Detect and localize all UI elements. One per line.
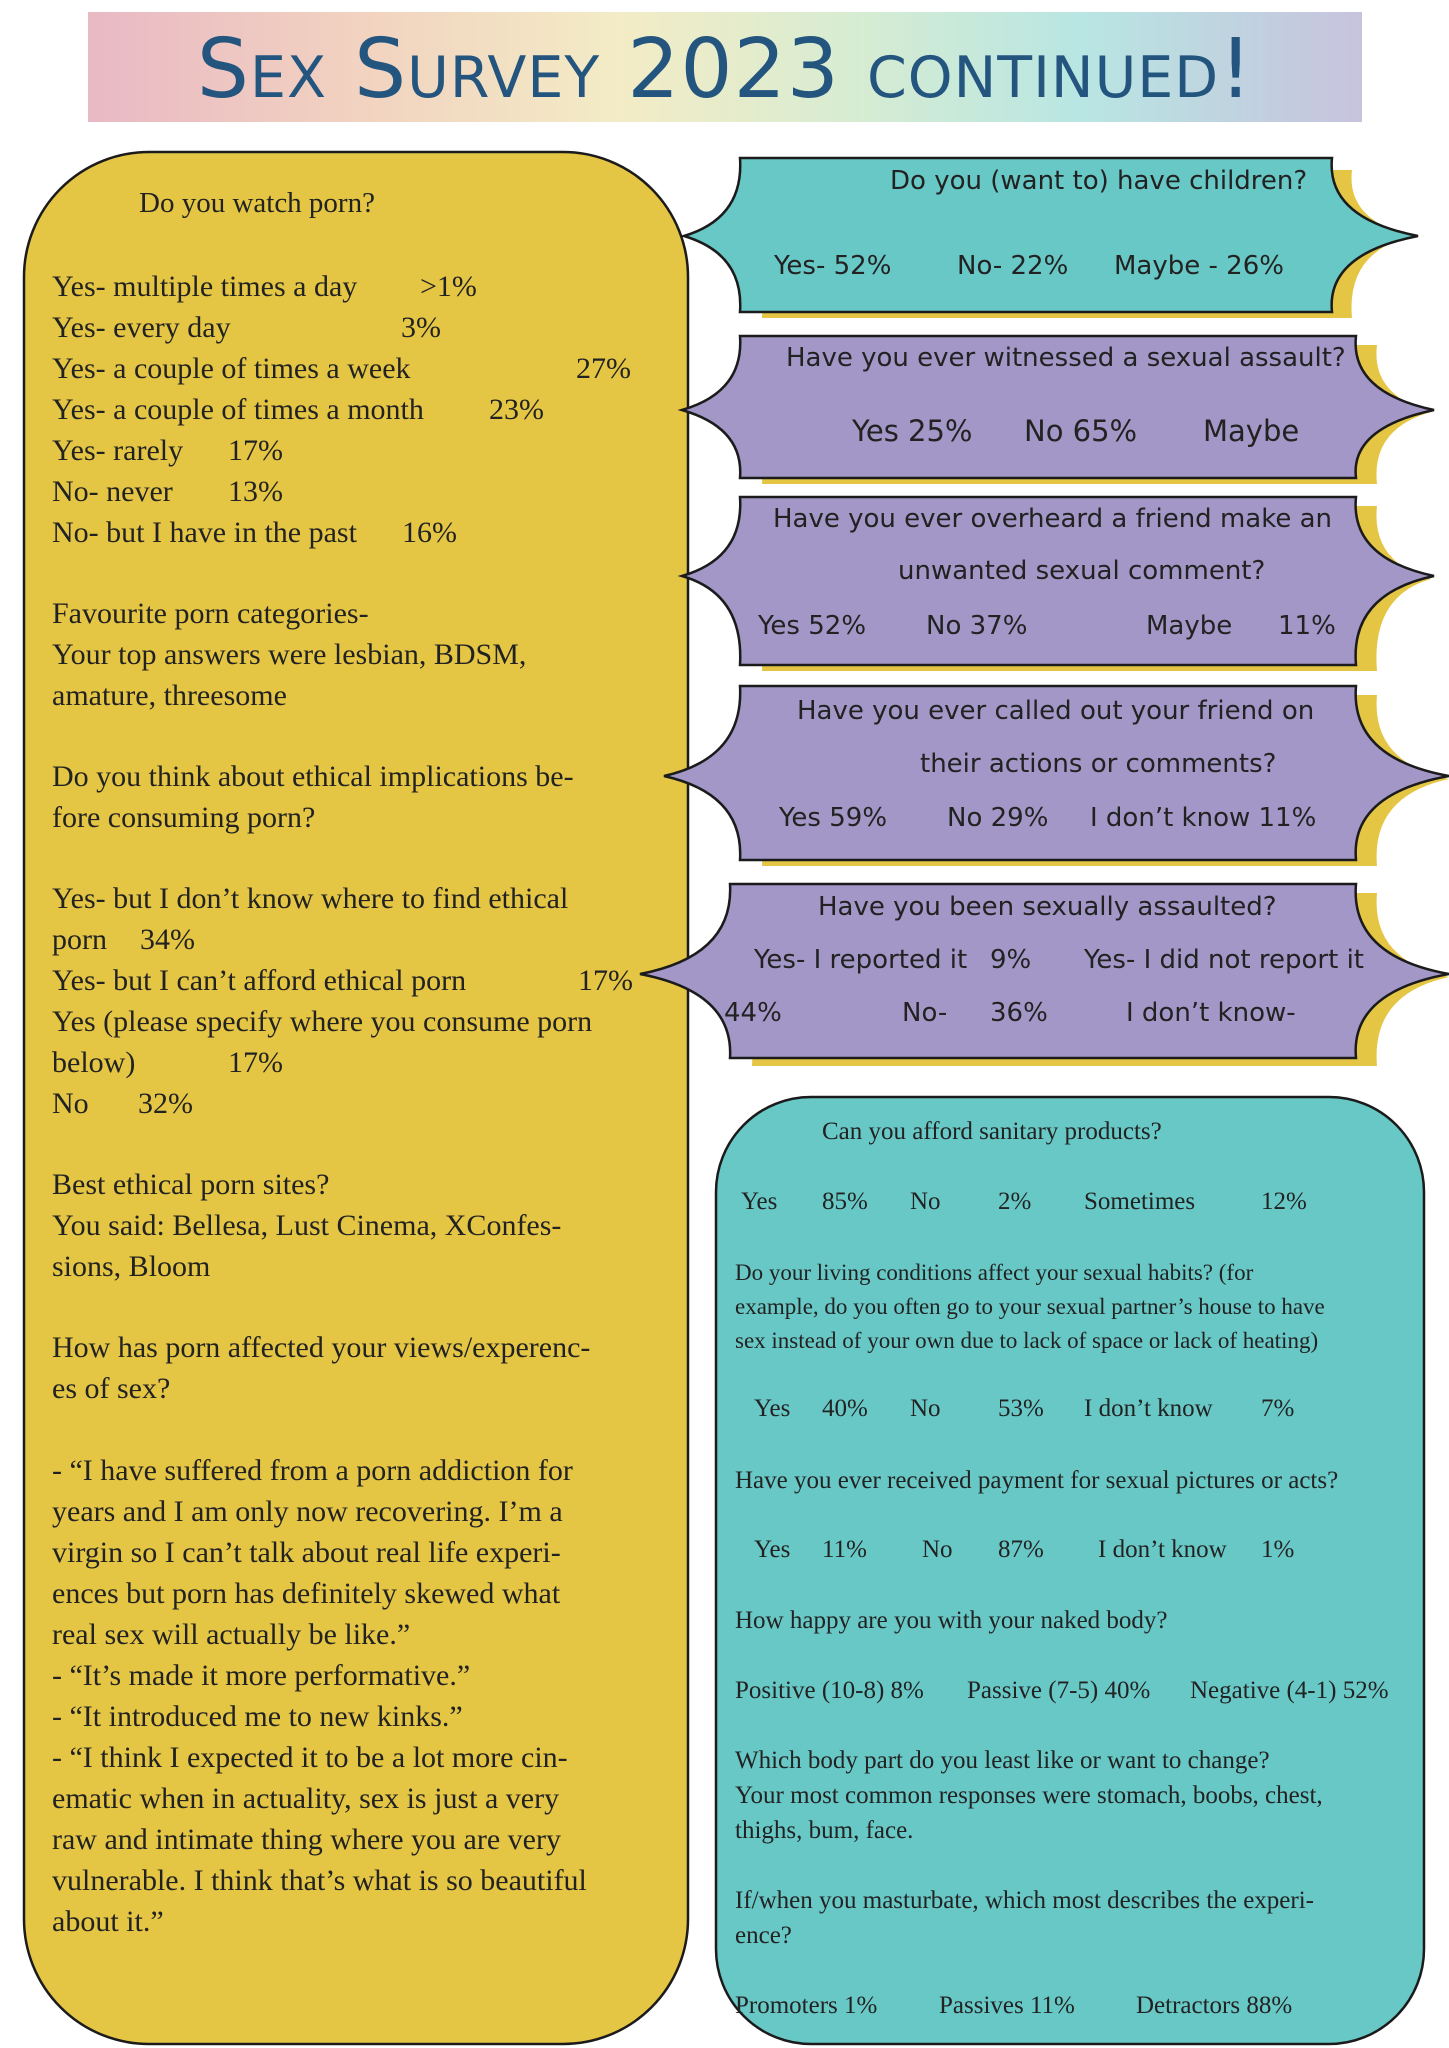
ethics-answer-4-pct: 32% <box>138 1087 193 1120</box>
bodypart-answer-line-2: thighs, bum, face. <box>735 1817 914 1844</box>
quote-line: - “It introduced me to new kinks.” <box>52 1700 463 1733</box>
categories-line-2: amature, threesome <box>52 679 287 712</box>
quote-line: years and I am only now recovering. I’m a <box>52 1495 563 1528</box>
porn-answer-6: No- never <box>52 475 173 508</box>
porn-answer-2: Yes- every day <box>52 311 231 344</box>
assaulted-no-pct: 36% <box>990 998 1048 1028</box>
porn-answer-4-pct: 23% <box>489 393 544 426</box>
ethics-question-line-2: fore consuming porn? <box>52 801 316 834</box>
quote-line: vulnerable. I think that’s what is so beautiful <box>52 1864 587 1897</box>
ethics-answer-3-pct: 17% <box>228 1046 283 1079</box>
payment-yes-pct: 11% <box>822 1536 867 1563</box>
sanitary-yes: Yes <box>741 1188 778 1215</box>
porn-question: Do you watch porn? <box>139 187 375 219</box>
sites-line-1: You said: Bellesa, Lust Cinema, XConfes- <box>52 1209 562 1242</box>
body-passive: Passive (7-5) 40% <box>967 1677 1151 1704</box>
assaulted-no: No- <box>902 998 948 1028</box>
living-question-line: sex instead of your own due to lack of space or lack of heating) <box>735 1328 1319 1353</box>
sanitary-question: Can you afford sanitary products? <box>822 1118 1162 1145</box>
children-maybe: Maybe - 26% <box>1114 251 1284 281</box>
living-yes: Yes <box>754 1395 791 1422</box>
children-yes: Yes- 52% <box>774 251 892 281</box>
overheard-no: No 37% <box>926 611 1028 641</box>
porn-answer-2-pct: 3% <box>401 311 441 344</box>
affect-question-line-2: es of sex? <box>52 1372 171 1405</box>
payment-no-pct: 87% <box>998 1536 1044 1563</box>
quote-line: ematic when in actuality, sex is just a very <box>52 1782 560 1815</box>
ethics-answer-1-pct: 34% <box>140 923 195 956</box>
quote-line: about it.” <box>52 1905 164 1938</box>
quote-line: real sex will actually be like.” <box>52 1618 411 1651</box>
called-out-dont-know: I don’t know 11% <box>1090 803 1317 833</box>
sites-line-2: sions, Bloom <box>52 1250 211 1283</box>
body-positive: Positive (10-8) 8% <box>735 1677 924 1704</box>
masturbate-question-line-2: ence? <box>735 1922 792 1949</box>
porn-answer-5: Yes- rarely <box>52 434 184 467</box>
overheard-question-line-2: unwanted sexual comment? <box>898 556 1266 586</box>
affect-question-line-1: How has porn affected your views/experenc- <box>52 1331 591 1364</box>
porn-answer-3: Yes- a couple of times a week <box>52 352 411 385</box>
payment-question: Have you ever received payment for sexual pictures or acts? <box>735 1467 1339 1494</box>
ethics-answer-4: No <box>52 1087 89 1120</box>
assaulted-question: Have you been sexually assaulted? <box>818 892 1277 922</box>
living-dont-know: I don’t know <box>1084 1395 1213 1422</box>
porn-answer-1-pct: >1% <box>420 270 477 303</box>
quote-line: - “It’s made it more performative.” <box>52 1659 471 1692</box>
overheard-maybe-pct: 11% <box>1278 611 1336 641</box>
bodypart-answer-line-1: Your most common responses were stomach, boobs, chest, <box>735 1782 1323 1809</box>
categories-line-1: Your top answers were lesbian, BDSM, <box>52 638 527 671</box>
assaulted-dont-know: I don’t know- <box>1126 998 1296 1028</box>
overheard-question-line-1: Have you ever overheard a friend make an <box>773 504 1332 534</box>
porn-answer-3-pct: 27% <box>576 352 631 385</box>
porn-answer-6-pct: 13% <box>228 475 283 508</box>
living-question-line: Do your living conditions affect your sexual habits? (for <box>735 1260 1254 1285</box>
assaulted-reported-pct: 9% <box>990 945 1032 975</box>
quote-line: - “I have suffered from a porn addiction for <box>52 1454 573 1487</box>
sanitary-sometimes-pct: 12% <box>1261 1188 1307 1215</box>
overheard-yes: Yes 52% <box>758 611 867 641</box>
sites-heading: Best ethical porn sites? <box>52 1168 330 1201</box>
body-question: How happy are you with your naked body? <box>735 1607 1168 1634</box>
living-dont-know-pct: 7% <box>1261 1395 1295 1422</box>
quote-line: virgin so I can’t talk about real life experi- <box>52 1536 561 1569</box>
ethics-answer-2-pct: 17% <box>578 964 633 997</box>
quote-line: raw and intimate thing where you are very <box>52 1823 561 1856</box>
witnessed-question: Have you ever witnessed a sexual assault? <box>786 343 1346 373</box>
quote-line: ences but porn has definitely skewed what <box>52 1577 561 1610</box>
living-no-pct: 53% <box>998 1395 1044 1422</box>
ethics-question-line-1: Do you think about ethical implications be- <box>52 760 574 793</box>
living-yes-pct: 40% <box>822 1395 868 1422</box>
witnessed-yes: Yes 25% <box>852 414 973 448</box>
quote-line: - “I think I expected it to be a lot more cin- <box>52 1741 568 1774</box>
porn-answer-7: No- but I have in the past <box>52 516 357 549</box>
children-question: Do you (want to) have children? <box>890 166 1308 196</box>
ethics-answer-2: Yes- but I can’t afford ethical porn <box>52 964 467 997</box>
assaulted-not-reported: Yes- I did not report it <box>1084 945 1364 975</box>
witnessed-maybe: Maybe <box>1203 414 1300 448</box>
sanitary-no-pct: 2% <box>998 1188 1032 1215</box>
assaulted-not-reported-pct: 44% <box>724 998 782 1028</box>
masturbate-promoters: Promoters 1% <box>735 1992 878 2019</box>
masturbate-question-line-1: If/when you masturbate, which most describes the experi- <box>735 1887 1314 1914</box>
ethics-answer-3-line-1: Yes (please specify where you consume porn <box>52 1005 593 1038</box>
ethics-answer-3-line-2: below) <box>52 1046 136 1079</box>
living-question-line: example, do you often go to your sexual partner’s house to have <box>735 1294 1325 1319</box>
sanitary-no: No <box>910 1188 941 1215</box>
overheard-maybe: Maybe <box>1146 611 1233 641</box>
page-title: Sex Survey 2023 continued! <box>196 22 1254 117</box>
masturbate-detractors: Detractors 88% <box>1136 1992 1293 2019</box>
ethics-answer-1-line-2: porn <box>52 923 107 956</box>
porn-answer-4: Yes- a couple of times a month <box>52 393 424 426</box>
masturbate-passives: Passives 11% <box>939 1992 1075 2019</box>
called-out-yes: Yes 59% <box>779 803 888 833</box>
porn-answer-5-pct: 17% <box>228 434 283 467</box>
payment-dont-know: I don’t know <box>1098 1536 1227 1563</box>
children-no: No- 22% <box>957 251 1069 281</box>
porn-answer-1: Yes- multiple times a day <box>52 270 358 303</box>
porn-answer-7-pct: 16% <box>402 516 457 549</box>
body-negative: Negative (4-1) 52% <box>1190 1677 1389 1704</box>
called-out-no: No 29% <box>947 803 1049 833</box>
bodypart-question: Which body part do you least like or want to change? <box>735 1747 1270 1774</box>
sanitary-yes-pct: 85% <box>822 1188 868 1215</box>
called-out-question-line-2: their actions or comments? <box>920 749 1277 779</box>
payment-dont-know-pct: 1% <box>1261 1536 1295 1563</box>
categories-heading: Favourite porn categories- <box>52 597 369 630</box>
ethics-answer-1-line-1: Yes- but I don’t know where to find ethical <box>52 882 569 915</box>
witnessed-no: No 65% <box>1024 414 1138 448</box>
called-out-question-line-1: Have you ever called out your friend on <box>797 696 1315 726</box>
payment-yes: Yes <box>754 1536 791 1563</box>
sanitary-sometimes: Sometimes <box>1084 1188 1196 1215</box>
assaulted-reported: Yes- I reported it <box>754 945 968 975</box>
payment-no: No <box>922 1536 953 1563</box>
living-no: No <box>910 1395 941 1422</box>
